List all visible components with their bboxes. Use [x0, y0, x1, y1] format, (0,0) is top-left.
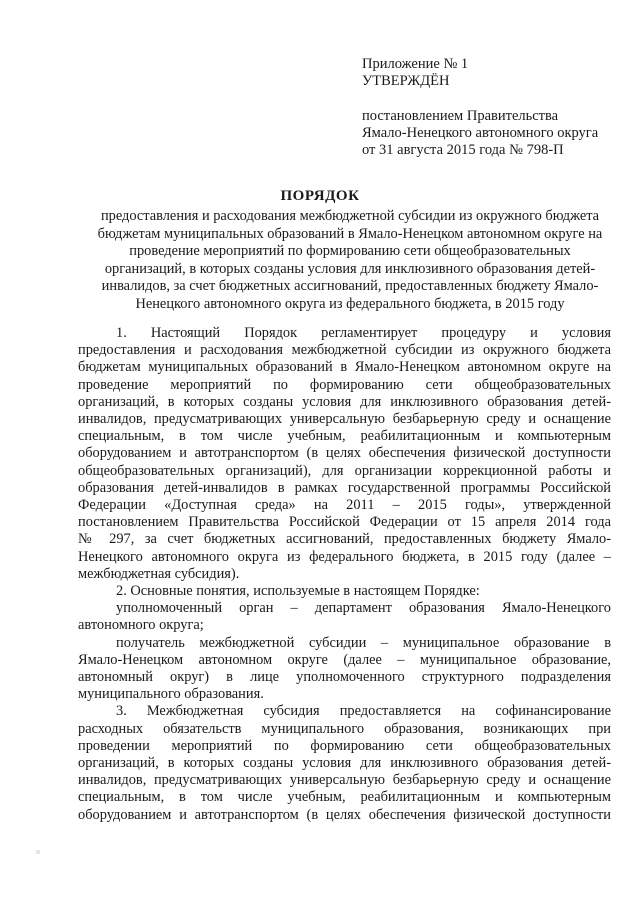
approved-label: УТВЕРЖДЁН	[362, 73, 450, 89]
document-title: ПОРЯДОК	[280, 188, 360, 204]
subtitle-line: проведение мероприятий по формированию сети общеобразовательных	[129, 243, 571, 259]
paragraph-1	[78, 325, 611, 583]
text-line: Федерации «Доступная среда» на 2011 – 2015 годы», утвержденной	[78, 497, 611, 514]
text-line: автономный округ) в лице уполномоченного структурного подразделения	[78, 669, 611, 686]
text-line: 2. Основные понятия, используемые в настоящем Порядке:	[116, 583, 480, 600]
text-line: бюджетам муниципальных образований в Ямало-Ненецком автономном округе на	[78, 359, 611, 376]
text-line: 1. Настоящий Порядок регламентирует процедуру и условия	[116, 325, 611, 341]
text-line: постановлением Правительства Российской Федерации от 15 апреля 2014 года	[78, 514, 611, 531]
text-line: автономного округа;	[78, 617, 204, 634]
text-line: 3. Межбюджетная субсидия предоставляется на софинансирование	[116, 703, 611, 720]
text-line: оборудованием и автотранспортом (в целях обеспечения физической доступности	[78, 806, 611, 823]
approval-issuer-line: Ямало-Ненецкого автономного округа	[362, 125, 599, 141]
text-line: Ямало-Ненецком автономном округе (далее – муниципальное образование,	[78, 651, 611, 668]
text-line: проведение мероприятий по формированию сети общеобразовательных	[78, 376, 611, 393]
text-line: организаций, в которых созданы условия для инклюзивного образования детей-	[78, 755, 611, 772]
approval-date-number: от 31 августа 2015 года № 798-П	[362, 142, 564, 158]
text-line: общеобразовательных организаций), для организации коррекционной работы и	[78, 462, 611, 479]
document-body	[78, 325, 611, 824]
text-line: инвалидов, предусматривающих универсальную безбарьерную среду и оснащение	[78, 411, 611, 428]
subtitle-line: Ненецкого автономного округа из федерального бюджета, в 2015 году	[135, 295, 565, 312]
text-line: Ненецкого автономного округа из федерального бюджета, в 2015 году (далее –	[78, 548, 611, 565]
document-subtitle	[78, 208, 622, 313]
text-line: специальным, в том числе учебным, реабилитационным и компьютерным	[78, 789, 611, 806]
paragraph-3	[78, 703, 611, 823]
subtitle-line: организаций, в которых созданы условия для инклюзивного образования детей-	[104, 260, 596, 277]
definition-recipient	[78, 635, 611, 704]
scan-speck	[36, 850, 40, 854]
approval-issuer-line: постановлением Правительства	[362, 108, 559, 124]
text-line: организаций, в которых созданы условия для инклюзивного образования детей-	[78, 393, 611, 410]
text-line: инвалидов, предусматривающих универсальную безбарьерную среду и оснащение	[78, 772, 611, 789]
subtitle-line: инвалидов, за счет бюджетных ассигнований, предоставленных бюджету Ямало-	[101, 278, 599, 294]
text-line: расходных обязательств муниципального образования, возникающих при	[78, 720, 611, 737]
text-line: предоставления и расходования межбюджетной субсидии из окружного бюджета	[78, 342, 611, 359]
appendix-number: Приложение № 1	[362, 56, 469, 72]
subtitle-line: бюджетам муниципальных образований в Ямало-Ненецком автономном округе на	[97, 225, 603, 242]
text-line: № 297, за счет бюджетных ассигнований, предоставленных бюджету Ямало-	[78, 531, 611, 548]
text-line: образования детей-инвалидов в рамках государственной программы Российской	[78, 479, 611, 496]
text-line: межбюджетная субсидия).	[78, 565, 240, 582]
text-line: проведении мероприятий по формированию сети общеобразовательных	[78, 737, 611, 754]
definition-authorized-body	[78, 600, 611, 634]
text-line: специальным, в том числе учебным, реабилитационным и компьютерным	[78, 428, 611, 445]
text-line: муниципального образования.	[78, 686, 264, 703]
subtitle-line: предоставления и расходования межбюджетной субсидии из окружного бюджета	[100, 208, 600, 224]
text-line: оборудованием и автотранспортом (в целях обеспечения физической доступности	[78, 445, 611, 462]
text-line: получатель межбюджетной субсидии – муниципальное образование в	[116, 634, 611, 651]
text-line: уполномоченный орган – департамент образования Ямало-Ненецкого	[116, 600, 611, 617]
approval-block	[362, 56, 632, 159]
paragraph-2	[78, 583, 611, 600]
